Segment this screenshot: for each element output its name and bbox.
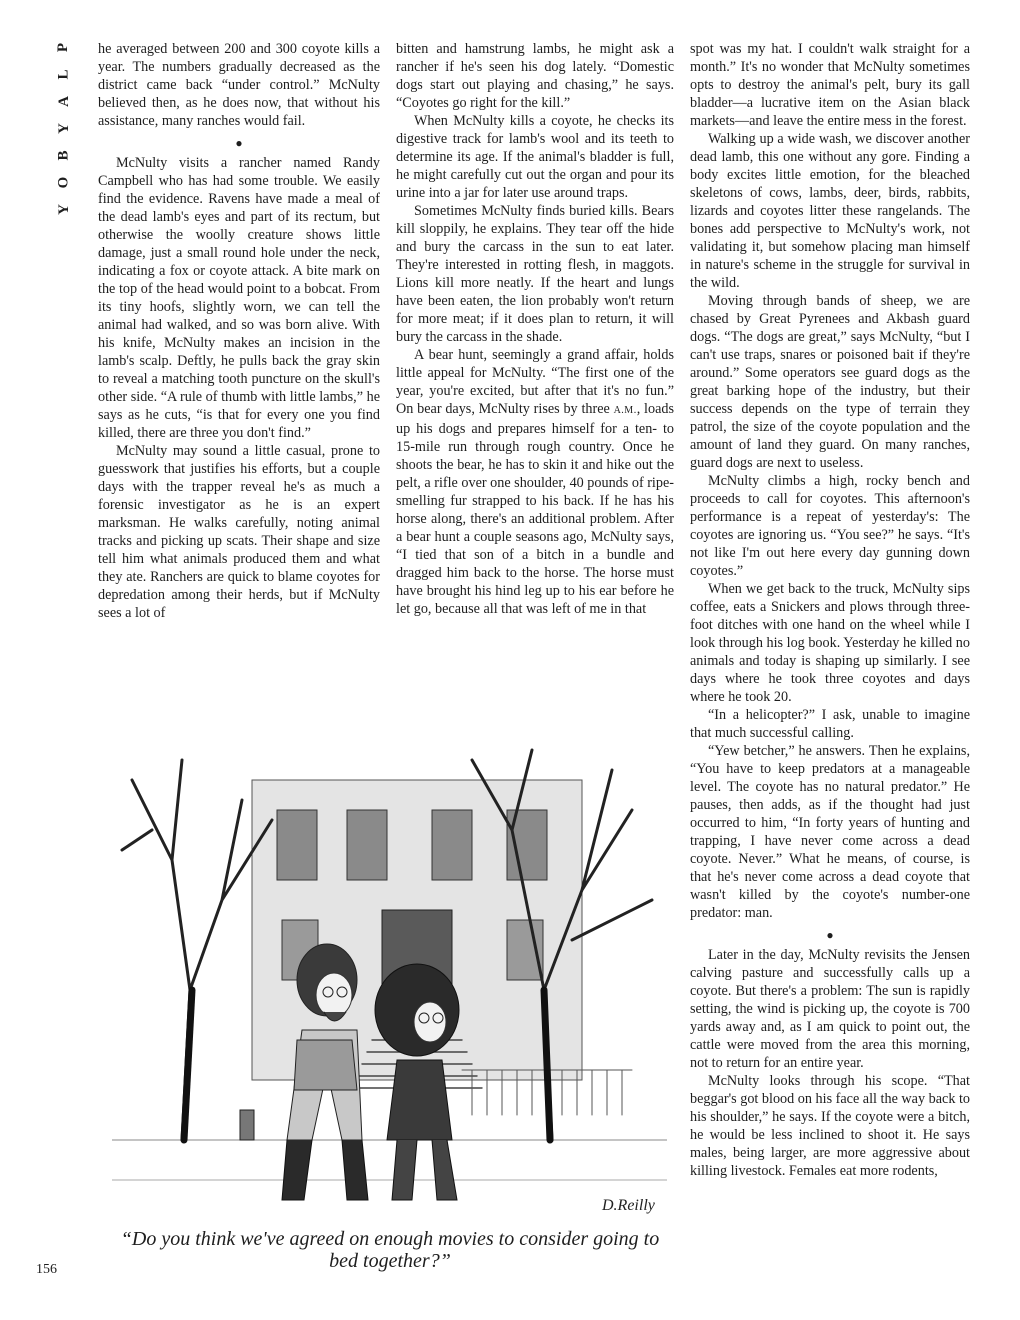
paragraph: “In a helicopter?” I ask, unable to imagine that much successful calling. [690,707,970,741]
paragraph-text: , loads up his dogs and prepares himself for a ten- to 15-mile run through rough country. Once he shoots the bear, he has to skin it and hike out the pelt, a rifle over one shoulder, 40 pounds of ripe-smelling fur strapped to his back. If he has his horse along, there's an additional problem. After a bear hunt a couple seasons ago, McNulty says, “I tied that son of a bitch in a bundle and dragged him back to the horse. The horse must have brought his hind leg up to his ear before he let go, because all that was left of me in that [396,401,674,617]
running-head [52,40,76,217]
paragraph: When McNulty kills a coyote, he checks its digestive track for lamb's wool and its teeth to determine its age. If the animal's bladder is full, he might carefully cut out the organ and pour its urine into a jar for later use around traps. [396,113,674,201]
running-head-letter: O [55,176,72,189]
cartoon-caption: “Do you think we've agreed on enough movies to consider going to bed together?” [120,1228,660,1272]
paragraph: Moving through bands of sheep, we are chased by Great Pyrenees and Akbash guard dogs. “The dogs are great,” says McNulty, “but I can't use traps, snares or poisoned bait if they're around.” Some operators see guard dogs as the great barking hope of the industry, but their success depends on the type of terrain they patrol, the size of the coyote population and the amount of land they guard. On many ranches, guard dogs are next to useless. [690,293,970,471]
running-head-letter: P [55,42,72,53]
paragraph: Sometimes McNulty finds buried kills. Bears kill sloppily, he explains. They tear off the hide and bury the carcass in the sun to eat later. They're interested in rotting flesh, in maggots. Lions kill more neatly. If the heart and lungs have been eaten, the lion probably won't return for more meat; if it does plan to return, it will bury the carcass in the shade. [396,203,674,345]
article-column-1 [98,40,380,622]
paragraph: Walking up a wide wash, we discover another dead lamb, this one without any gore. Finding a body excites little emotion, for the bleached skeletons of cows, lambs, deer, birds, rabbits, lizards and coyotes litter these rangelands. The bones add perspective to McNulty's work, not validating it, but somehow placing man himself in nature's scheme in the struggle for survival in the wild. [690,131,970,291]
paragraph: he averaged between 200 and 300 coyote kills a year. The numbers gradually decreased as the district came back “under control.” McNulty believed then, as he does now, that without his assistance, many ranches would fail. [98,41,380,129]
paragraph: “Yew betcher,” he answers. Then he explains, “You have to keep predators at a manageable level. The coyote has no natural predator.” He pauses, then adds, as if the thought had just occurred to him, “In forty years of hunting and trapping, I have never come across a dead coyote. Never.” What he means, of course, is that he's never come across a dead coyote that wasn't killed by the coyote's number-one predator: man. [690,743,970,921]
article-column-2 [396,40,674,618]
paragraph: McNulty visits a rancher named Randy Campbell who has had some trouble. We easily find the evidence. Ravens have made a meal of the dead lamb's eyes and part of its rectum, but otherwise the woolly creature shows little damage, just a small round hole under the neck, indicating a fox or coyote attack. A bite mark on the top of the head would point to a bobcat. From its tiny hoofs, slightly worn, we can tell the animal had walked, and so was born alive. With his knife, McNulty makes an incision in the lamb's scalp. Deftly, he pulls back the gray skin to reveal a matching tooth puncture on the skull's other side. “A rule of thumb with little lambs,” he says as he cuts, “is that for every one you find killed, there are three you don't find.” [98,155,380,441]
running-head-letter: L [55,69,72,80]
running-head-letter: Y [55,204,72,215]
running-head-letter: B [55,150,72,161]
paragraph: McNulty climbs a high, rocky bench and proceeds to call for coyotes. This afternoon's performance is a repeat of yesterday's: The coyotes are ignoring us. “You see?” he says. “It's not like I'm out here every day gunning down coyotes.” [690,473,970,579]
paragraph: McNulty looks through his scope. “That beggar's got blood on his face all the way back to his shoulder,” he says. If the coyote were a bitch, he would be less inclined to shoot it. He says males, being larger, are more aggressive about killing livestock. Females eat more rodents, [690,1073,970,1179]
time-abbreviation: A.M. [613,405,637,416]
paragraph: McNulty may sound a little casual, prone to guesswork that justifies his efforts, but a couple days with the trapper reveal he's as much a forensic investigator as he is an expert marksman. He walks carefully, noting animal tracks and picking up scats. Their shape and size tell him what animals produced them and what they ate. Ranchers are quick to blame coyotes for depredation among their herds, but if McNulty sees a lot of [98,443,380,621]
paragraph-text: A bear hunt, seemingly a grand affair, holds little appeal for McNulty. “The first one of the year, you're excited, but after that it's no fun.” On bear days, McNulty rises by three [396,347,674,417]
page-number: 156 [36,1262,57,1277]
paragraph: Later in the day, McNulty revisits the Jensen calving pasture and successfully calls up a coyote. But there's a problem: The sun is rapidly setting, the wind is picking up, the coyote is 700 yards away and, as I am quick to point out, the cattle were moved from the area this morning, not to return for an entire year. [690,947,970,1071]
paragraph: spot was my hat. I couldn't walk straight for a month.” It's no wonder that McNulty sometimes opts to destroy the animal's pelt, bury its gall bladder—a lucrative item on the Asian black markets—and leave the entire mess in the forest. [690,41,970,129]
cartoon-illustration [112,740,667,1220]
article-column-3 [690,40,970,1180]
paragraph: When we get back to the truck, McNulty sips coffee, eats a Snickers and plows through three-foot ditches with one hand on the wheel while I look through his log book. Yesterday he killed no animals and today is shaping up similarly. I see days where he took three coyotes and days where he took 20. [690,581,970,705]
running-head-letter: A [55,96,72,107]
cartoonist-signature: D.Reilly [602,1197,655,1214]
paragraph: bitten and hamstrung lambs, he might ask a rancher if he's seen his dog lately. “Domestic dogs start out playing and chasing,” he says. “Coyotes go right for the kill.” [396,41,674,111]
section-break-bullet: ● [826,928,834,942]
running-head-letter: Y [55,123,72,134]
paragraph [396,346,674,618]
section-break-bullet: ● [235,136,243,150]
